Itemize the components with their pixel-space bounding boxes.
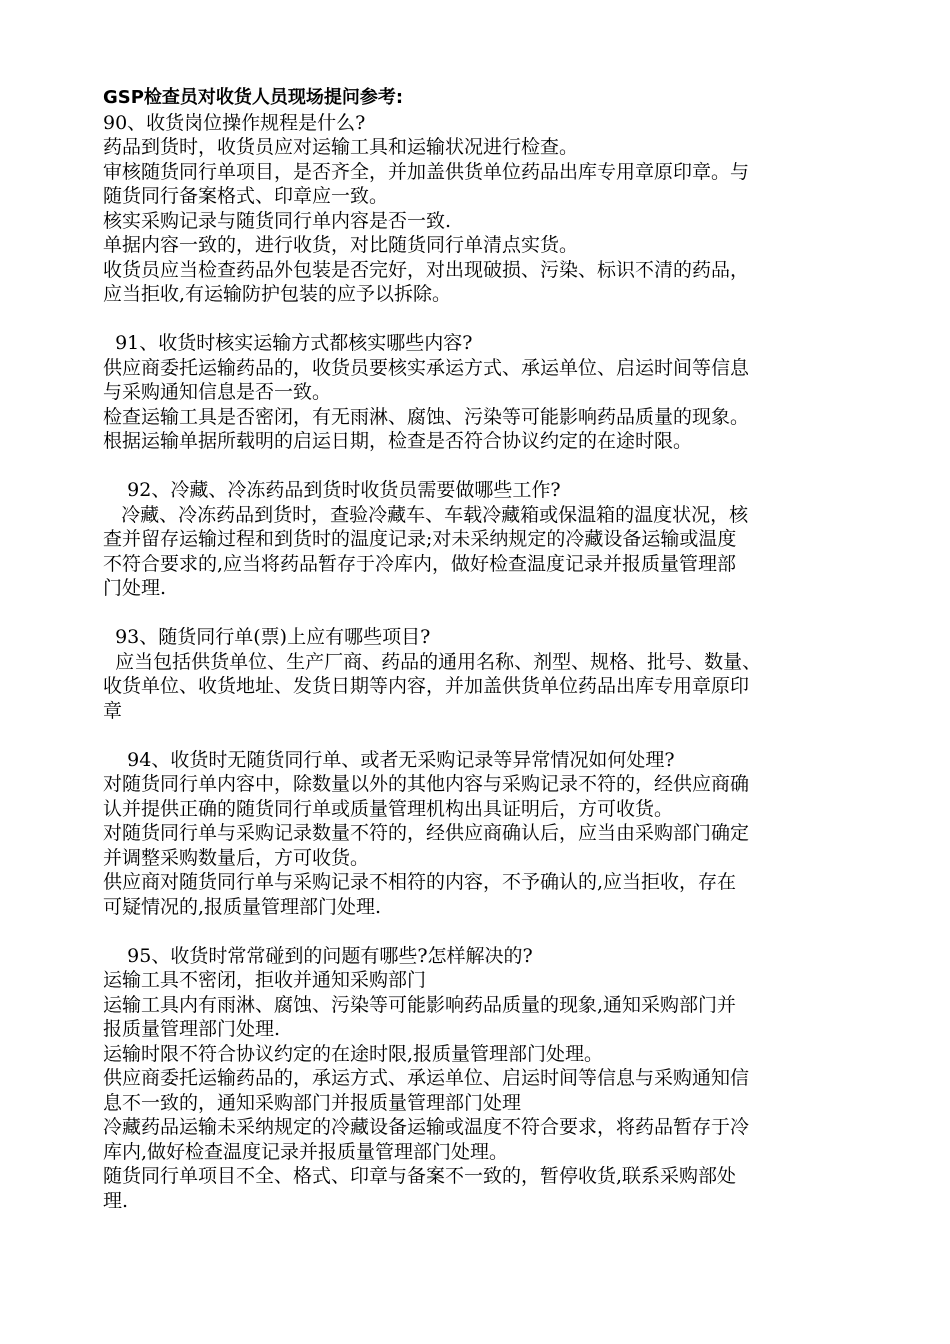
answer-line: 不符合要求的,应当将药品暂存于冷库内，做好检查温度记录并报质量管理部 xyxy=(103,552,737,575)
answer-line: 报质量管理部门处理. xyxy=(103,1018,281,1040)
answer-line: 运输工具不密闭，拒收并通知采购部门 xyxy=(103,969,427,991)
answer-line: 供应商委托运输药品的，承运方式、承运单位、启运时间等信息与采购通知信 xyxy=(103,1067,750,1089)
answer-line: 供应商对随货同行单与采购记录不相符的内容，不予确认的,应当拒收，存在 xyxy=(103,871,737,893)
answer-line: 认并提供正确的随货同行单或质量管理机构出具证明后，方可收货。 xyxy=(103,797,674,820)
answer-line: 供应商委托运输药品的，收货员要核实承运方式、承运单位、启运时间等信息 xyxy=(103,356,750,379)
qa-section xyxy=(103,331,873,454)
section-spacer xyxy=(103,307,873,332)
section-spacer xyxy=(103,601,873,626)
section-spacer xyxy=(103,919,873,944)
question-heading: 95、收货时常常碰到的问题有哪些?怎样解决的? xyxy=(103,944,533,967)
question-heading: 90、收货岗位操作规程是什么? xyxy=(103,111,366,134)
answer-line: 收货员应当检查药品外包装是否完好，对出现破损、污染、标识不清的药品， xyxy=(103,258,750,281)
qa-section xyxy=(103,625,873,723)
question-heading: 92、冷藏、冷冻药品到货时收货员需要做哪些工作? xyxy=(103,479,561,501)
document-page xyxy=(103,86,873,1213)
qa-section xyxy=(103,111,873,307)
answer-line: 与采购通知信息是否一致。 xyxy=(103,381,332,403)
answer-line: 可疑情况的,报质量管理部门处理. xyxy=(103,895,382,918)
question-heading: 94、收货时无随货同行单、或者无采购记录等异常情况如何处理? xyxy=(103,748,675,771)
answer-line: 应当包括供货单位、生产厂商、药品的通用名称、剂型、规格、批号、数量、 xyxy=(103,650,762,673)
answer-line: 运输时限不符合协议约定的在途时限,报质量管理部门处理。 xyxy=(103,1042,604,1065)
answer-line: 冷藏、冷冻药品到货时，查验冷藏车、车载冷藏箱或保温箱的温度状况，核 xyxy=(103,503,749,526)
answer-line: 冷藏药品运输未采纳规定的冷藏设备运输或温度不符合要求，将药品暂存于冷 xyxy=(103,1116,750,1138)
document-title: GSP检查员对收货人员现场提问参考: xyxy=(103,87,404,108)
answer-line: 核实采购记录与随货同行单内容是否一致. xyxy=(103,209,452,232)
section-spacer xyxy=(103,723,873,748)
question-heading: 93、随货同行单(票)上应有哪些项目? xyxy=(103,626,431,648)
answer-line: 根据运输单据所载明的启运日期，检查是否符合协议约定的在途时限。 xyxy=(103,430,693,452)
answer-line: 库内,做好检查温度记录并报质量管理部门处理。 xyxy=(103,1140,509,1163)
answer-line: 并调整采购数量后，方可收货。 xyxy=(103,846,370,869)
section-spacer xyxy=(103,454,873,479)
answer-line: 对随货同行单与采购记录数量不符的，经供应商确认后，应当由采购部门确定 xyxy=(103,822,750,844)
answer-line: 应当拒收,有运输防护包装的应予以拆除。 xyxy=(103,283,452,305)
answer-line: 药品到货时，收货员应对运输工具和运输状况进行检查。 xyxy=(103,136,579,158)
qa-sections xyxy=(103,111,873,1214)
answer-line: 门处理. xyxy=(103,577,167,599)
qa-section xyxy=(103,944,873,1214)
qa-section xyxy=(103,478,873,601)
answer-line: 检查运输工具是否密闭，有无雨淋、腐蚀、污染等可能影响药品质量的现象。 xyxy=(103,405,750,428)
answer-line: 查并留存运输过程和到货时的温度记录;对未采纳规定的冷藏设备运输或温度 xyxy=(103,528,737,550)
answer-line: 审核随货同行单项目，是否齐全，并加盖供货单位药品出库专用章原印章。与 xyxy=(103,160,750,183)
answer-line: 随货同行单项目不全、格式、印章与备案不一致的，暂停收货,联系采购部处 xyxy=(103,1165,737,1187)
qa-section xyxy=(103,748,873,920)
answer-line: 章 xyxy=(103,699,123,722)
answer-line: 随货同行备案格式、印章应一致。 xyxy=(103,185,389,207)
answer-line: 理. xyxy=(103,1189,129,1212)
answer-line: 运输工具内有雨淋、腐蚀、污染等可能影响药品质量的现象,通知采购部门并 xyxy=(103,993,737,1016)
answer-line: 对随货同行单内容中，除数量以外的其他内容与采购记录不符的，经供应商确 xyxy=(103,773,750,795)
question-heading: 91、收货时核实运输方式都核实哪些内容? xyxy=(103,332,473,354)
answer-line: 收货单位、收货地址、发货日期等内容，并加盖供货单位药品出库专用章原印 xyxy=(103,675,750,697)
answer-line: 单据内容一致的，进行收货，对比随货同行单清点实货。 xyxy=(103,234,579,256)
answer-line: 息不一致的，通知采购部门并报质量管理部门处理 xyxy=(103,1091,522,1114)
